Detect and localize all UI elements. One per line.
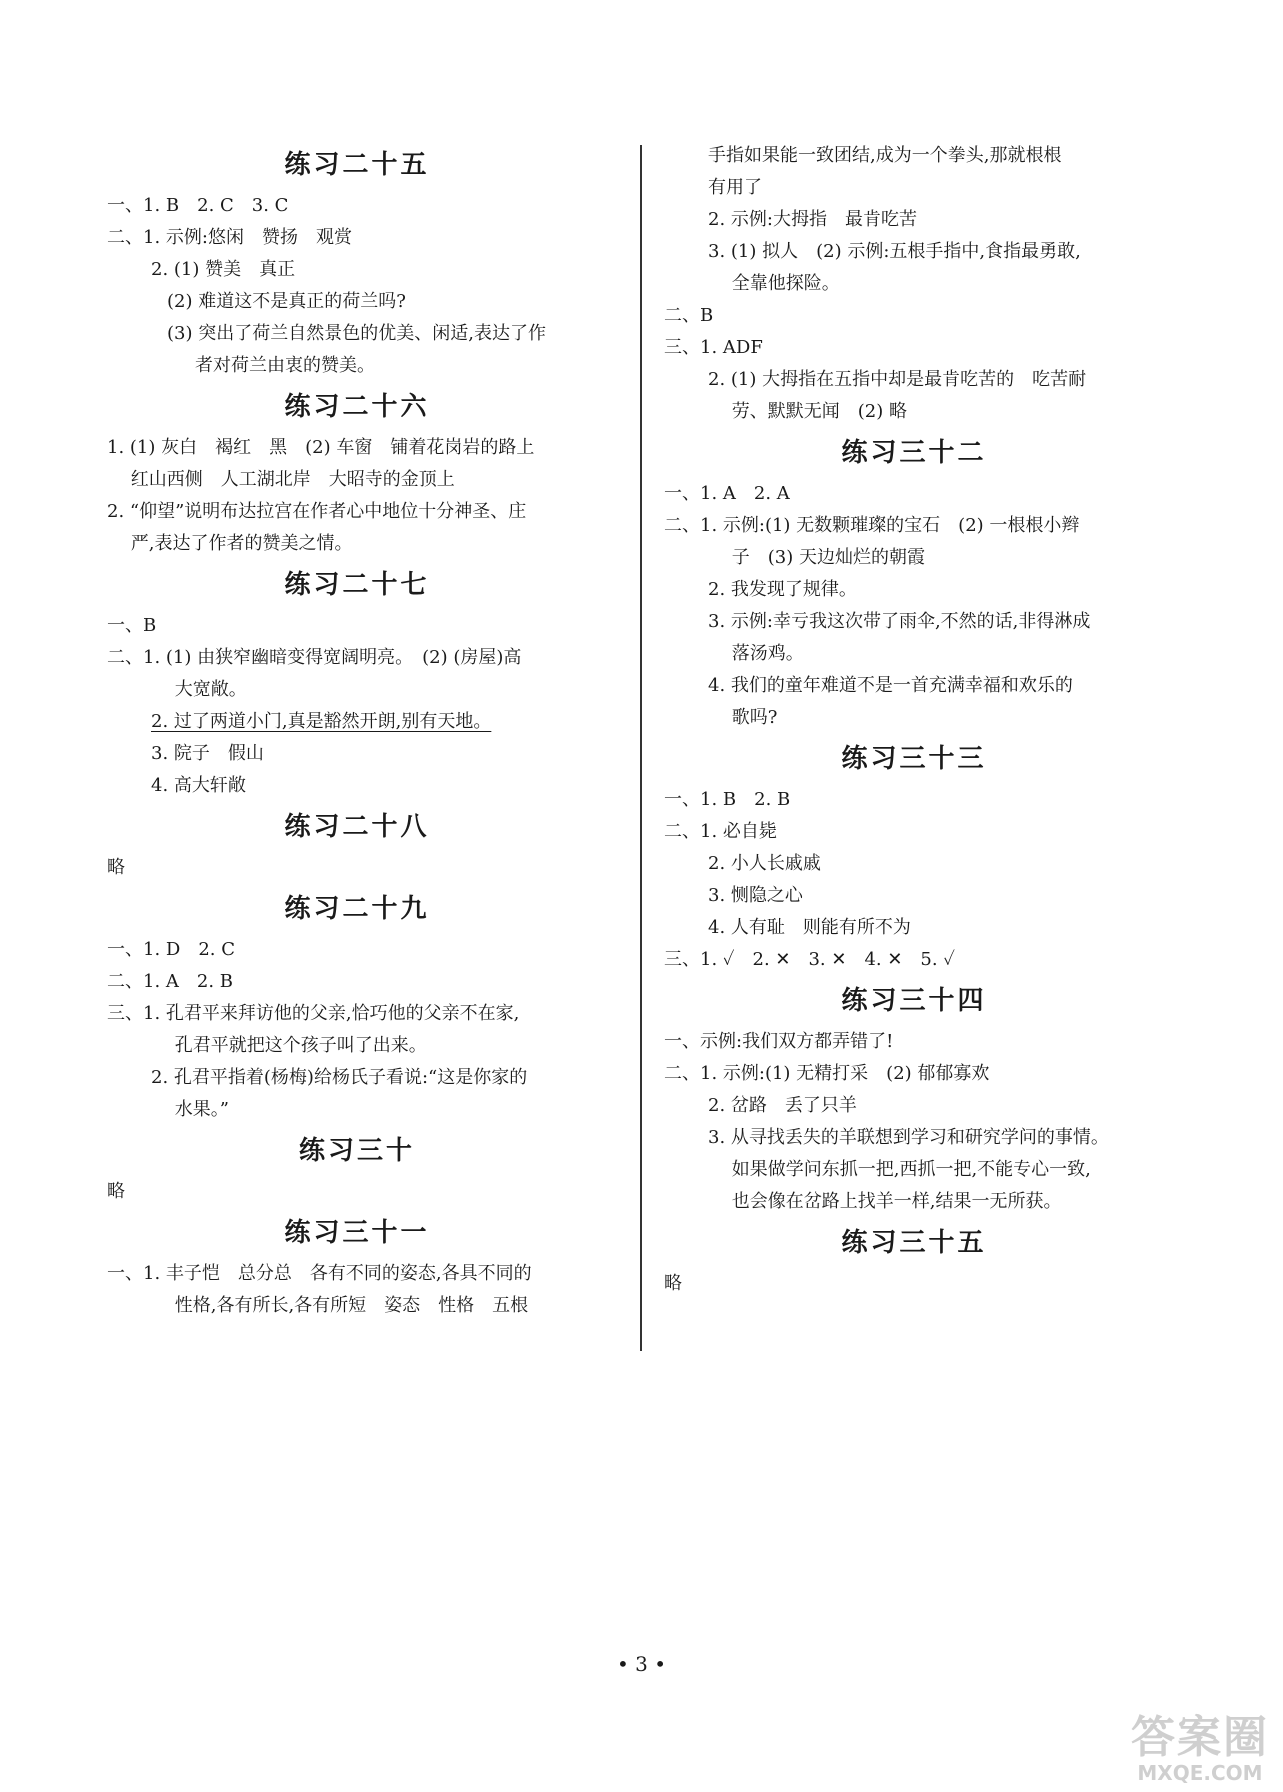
answer-line: 2. 孔君平指着(杨梅)给杨氏子看说:“这是你家的 [151,1067,528,1088]
answer-line: (2) 难道这不是真正的荷兰吗? [167,291,406,312]
answer-line: (3) 突出了荷兰自然景色的优美、闲适,表达了作 [167,323,546,344]
right-column [664,140,1164,1300]
section-heading: 练习三十五 [841,1228,987,1258]
section-heading: 练习二十九 [284,894,430,924]
answer-line: 者对荷兰由衷的赞美。 [195,355,375,376]
left-column [107,140,607,1322]
section-heading: 练习二十七 [284,570,430,600]
answer-line: 严,表达了作者的赞美之情。 [107,533,353,554]
section-heading: 练习二十六 [284,392,430,422]
answer-line: 2. 我发现了规律。 [708,579,857,600]
answer-line: 劳、默默无闻 (2) 略 [708,401,907,422]
answer-line: 也会像在岔路上找羊一样,结果一无所获。 [708,1191,1062,1212]
answer-line: 2. 小人长戚戚 [708,853,821,874]
underlined-answer: 2. 过了两道小门,真是豁然开朗,别有天地。 [151,711,492,732]
section-heading: 练习三十四 [841,986,987,1016]
answer-line: 三、1. ADF [664,337,763,358]
answer-line: 一、1. 丰子恺 总分总 各有不同的姿态,各具不同的 [107,1263,532,1284]
answer-line: 2. 岔路 丢了只羊 [708,1095,857,1116]
section-heading: 练习三十一 [284,1218,430,1248]
answer-line: 一、B [107,615,157,636]
answer-line: 2. (1) 赞美 真正 [151,259,296,280]
watermark-logo [1131,1714,1269,1784]
answer-line: 一、1. D 2. C [107,939,235,960]
answer-line: 二、1. (1) 由狭窄幽暗变得宽阔明亮。 (2) (房屋)高 [107,647,522,668]
answer-line: 一、1. B 2. C 3. C [107,195,289,216]
answer-line: 一、示例:我们双方都弄错了! [664,1031,894,1052]
answer-line: 3. 院子 假山 [151,743,264,764]
section-heading: 练习三十二 [841,438,987,468]
answer-line: 水果。” [151,1099,229,1120]
watermark-url: MXQE.COM [1137,1761,1263,1785]
answer-line: 歌吗? [708,707,778,728]
answer-line: 略 [664,1273,682,1294]
section-heading: 练习二十八 [284,812,430,842]
section-heading: 练习三十三 [841,744,987,774]
answer-line: 2. “仰望”说明布达拉宫在作者心中地位十分神圣、庄 [107,501,527,522]
answer-line: 全靠他探险。 [708,273,840,294]
page-number: • 3 • [616,1652,667,1676]
column-divider [640,145,642,1351]
answer-line: 3. (1) 拟人 (2) 示例:五根手指中,食指最勇敢, [708,241,1081,262]
answer-line: 大宽敞。 [151,679,247,700]
answer-line: 略 [107,857,125,878]
answer-line: 落汤鸡。 [708,643,804,664]
section-heading: 练习三十 [298,1136,415,1166]
answer-line: 红山西侧 人工湖北岸 大昭寺的金顶上 [107,469,455,490]
answer-line: 一、1. B 2. B [664,789,791,810]
answer-line [107,706,607,738]
answer-line: 二、1. 示例:悠闲 赞扬 观赏 [107,227,352,248]
watermark-title: 答案圈 [1131,1712,1269,1763]
answer-line: 2. (1) 大拇指在五指中却是最肯吃苦的 吃苦耐 [708,369,1087,390]
answer-line: 三、1. 孔君平来拜访他的父亲,恰巧他的父亲不在家, [107,1003,520,1024]
answer-line: 如果做学问东抓一把,西抓一把,不能专心一致, [708,1159,1091,1180]
answer-line: 1. (1) 灰白 褐红 黑 (2) 车窗 铺着花岗岩的路上 [107,437,535,458]
answer-line: 3. 示例:幸亏我这次带了雨伞,不然的话,非得淋成 [708,611,1091,632]
answer-line: 4. 人有耻 则能有所不为 [708,917,911,938]
answer-line: 有用了 [708,177,762,198]
answer-line: 4. 高大轩敞 [151,775,246,796]
answer-line: 性格,各有所长,各有所短 姿态 性格 五根 [151,1295,529,1316]
section-heading: 练习二十五 [284,150,430,180]
answer-line: 三、1. ✓ 2. ✕ 3. ✕ 4. ✕ 5. ✓ [664,949,955,970]
answer-line: 二、1. A 2. B [107,971,234,992]
answer-line: 二、B [664,305,714,326]
answer-line: 二、1. 示例:(1) 无精打采 (2) 郁郁寡欢 [664,1063,990,1084]
answer-line: 子 (3) 天边灿烂的朝霞 [708,547,925,568]
answer-line: 二、1. 示例:(1) 无数颗璀璨的宝石 (2) 一根根小辫 [664,515,1080,536]
answer-line: 略 [107,1181,125,1202]
answer-line: 二、1. 必自毙 [664,821,777,842]
answer-line: 4. 我们的童年难道不是一首充满幸福和欢乐的 [708,675,1073,696]
answer-line: 一、1. A 2. A [664,483,790,504]
answer-line: 2. 示例:大拇指 最肯吃苦 [708,209,917,230]
answer-line: 手指如果能一致团结,成为一个拳头,那就根根 [708,145,1062,166]
answer-line: 孔君平就把这个孩子叫了出来。 [151,1035,427,1056]
answer-line: 3. 从寻找丢失的羊联想到学习和研究学问的事情。 [708,1127,1109,1148]
answer-line: 3. 恻隐之心 [708,885,803,906]
